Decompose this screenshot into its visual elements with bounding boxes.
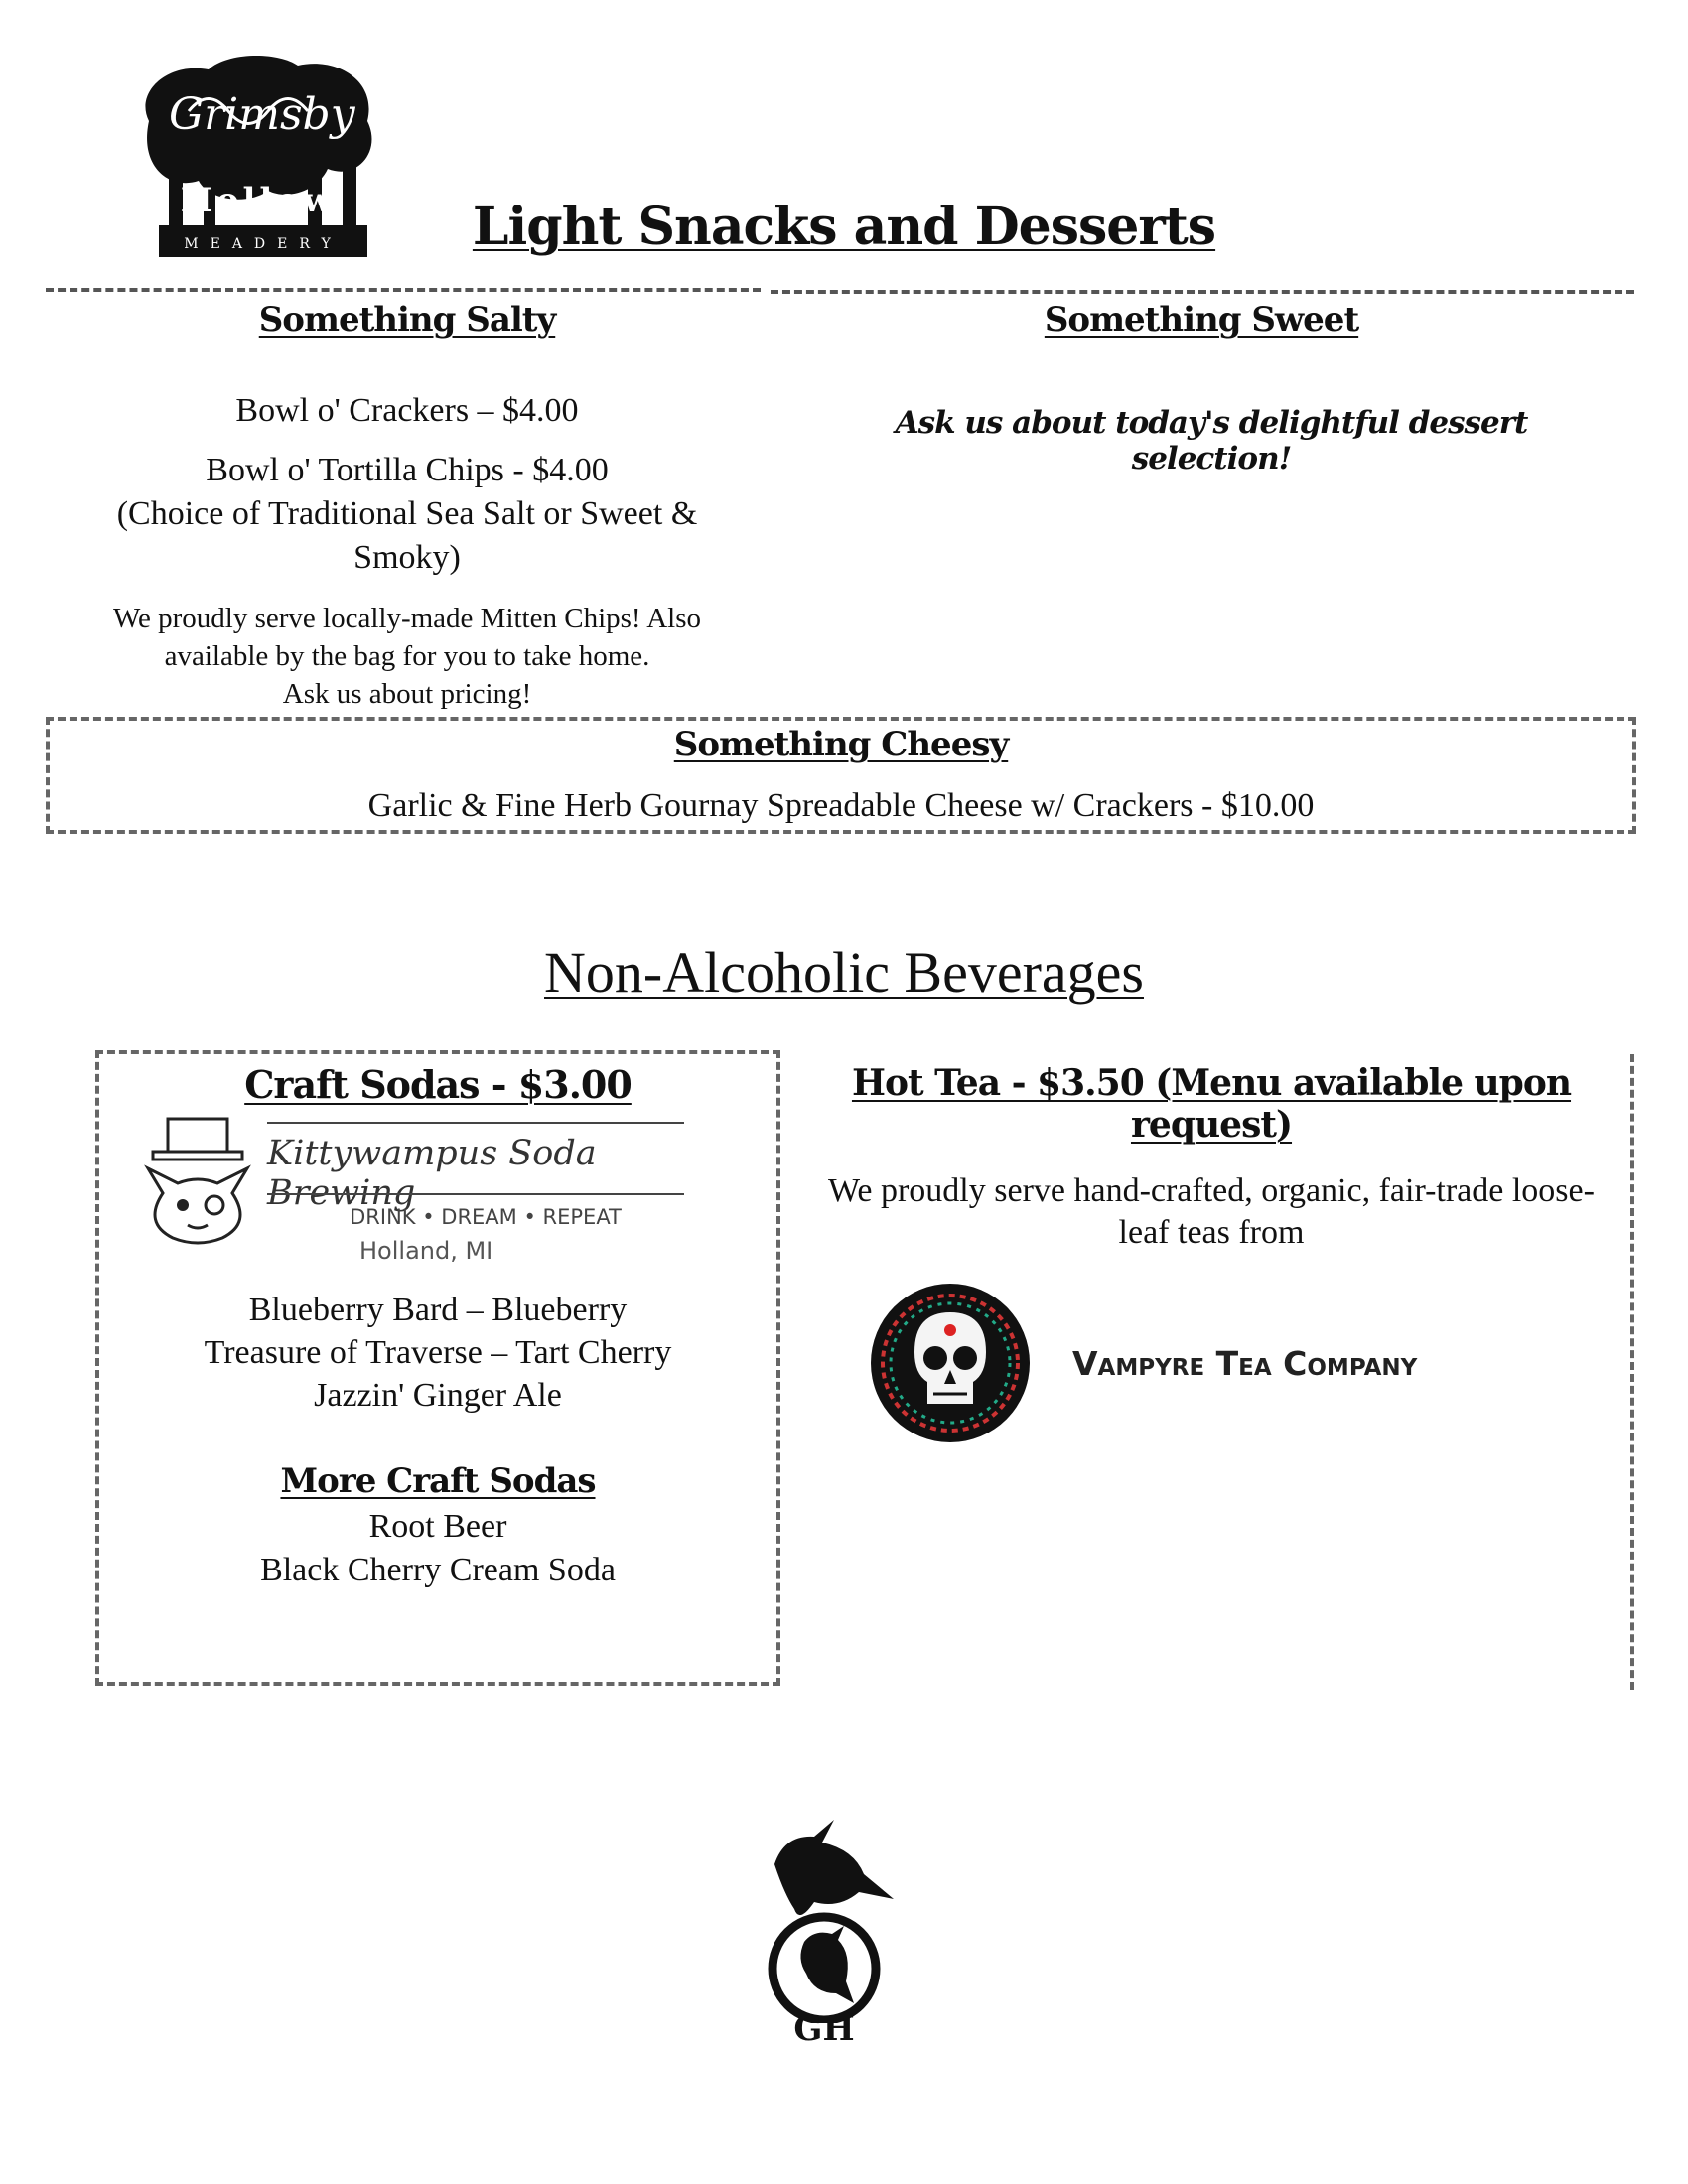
- logo-brand-bottom: MEADERY: [184, 236, 343, 252]
- salty-note-line: Ask us about pricing!: [282, 678, 532, 710]
- logo-brand-top: Grimsby: [169, 89, 355, 140]
- soda-item: Treasure of Traverse – Tart Cherry: [204, 1334, 672, 1371]
- beverages-title: Non-Alcoholic Beverages: [544, 940, 1144, 1005]
- vampyre-skull-logo: [870, 1283, 1031, 1443]
- sweet-note: Ask us about today's delightful dessert selection!: [895, 405, 1528, 477]
- meadery-logo: [129, 52, 387, 260]
- soda-brand-tagline: DRINK • DREAM • REPEAT: [350, 1205, 622, 1229]
- salty-item: Bowl o' Tortilla Chips - $4.00: [206, 452, 609, 488]
- cheesy-heading: Something Cheesy: [673, 725, 1009, 764]
- meadery-logo-graphic: [129, 52, 387, 260]
- raven-icon: [755, 1815, 914, 2023]
- tea-section-border: [1630, 1054, 1634, 1690]
- salty-heading: Something Salty: [258, 300, 556, 340]
- kittywampus-logo: [133, 1114, 699, 1273]
- soda-brand-name: Kittywampus Soda Brewing: [267, 1134, 597, 1213]
- tea-company-name: Vampyre Tea Company: [1072, 1344, 1418, 1383]
- more-soda-item: Root Beer: [368, 1508, 507, 1545]
- logo-brand-mid: Hollow: [180, 181, 337, 220]
- tea-heading: Hot Tea - $3.50 (Menu available upon request): [851, 1062, 1572, 1146]
- salty-item: (Choice of Traditional Sea Salt or Sweet &: [116, 495, 698, 532]
- snacks-top-divider-right: [771, 290, 1634, 294]
- salty-note-line: available by the bag for you to take home.: [164, 640, 650, 672]
- sodas-heading: Craft Sodas - $3.00: [244, 1062, 632, 1107]
- raven-logo-initials: GH: [793, 2009, 855, 2049]
- tea-desc-line: We proudly serve hand-crafted, organic, fair-trade loose-: [828, 1172, 1595, 1209]
- soda-item: Blueberry Bard – Blueberry: [248, 1292, 628, 1328]
- sweet-heading: Something Sweet: [1044, 300, 1359, 340]
- soda-brand-divider: [267, 1122, 684, 1124]
- salty-item: Smoky): [353, 539, 461, 576]
- cheesy-item: Garlic & Fine Herb Gournay Spreadable Cheese w/ Crackers - $10.00: [367, 787, 1315, 824]
- cat-icon: [133, 1114, 262, 1248]
- soda-item: Jazzin' Ginger Ale: [314, 1377, 562, 1414]
- more-soda-item: Black Cherry Cream Soda: [260, 1552, 616, 1588]
- salty-note-line: We proudly serve locally-made Mitten Chips! Also: [112, 603, 702, 634]
- soda-brand-divider: [267, 1193, 684, 1195]
- salty-item: Bowl o' Crackers – $4.00: [235, 392, 579, 429]
- skull-icon: [870, 1283, 1031, 1443]
- snacks-top-divider-left: [46, 288, 761, 292]
- soda-brand-location: Holland, MI: [359, 1237, 493, 1265]
- snacks-title: Light Snacks and Desserts: [472, 197, 1216, 257]
- tea-desc-line: leaf teas from: [1118, 1214, 1305, 1251]
- more-sodas-heading: More Craft Sodas: [280, 1461, 596, 1501]
- raven-logo: [755, 1815, 914, 2053]
